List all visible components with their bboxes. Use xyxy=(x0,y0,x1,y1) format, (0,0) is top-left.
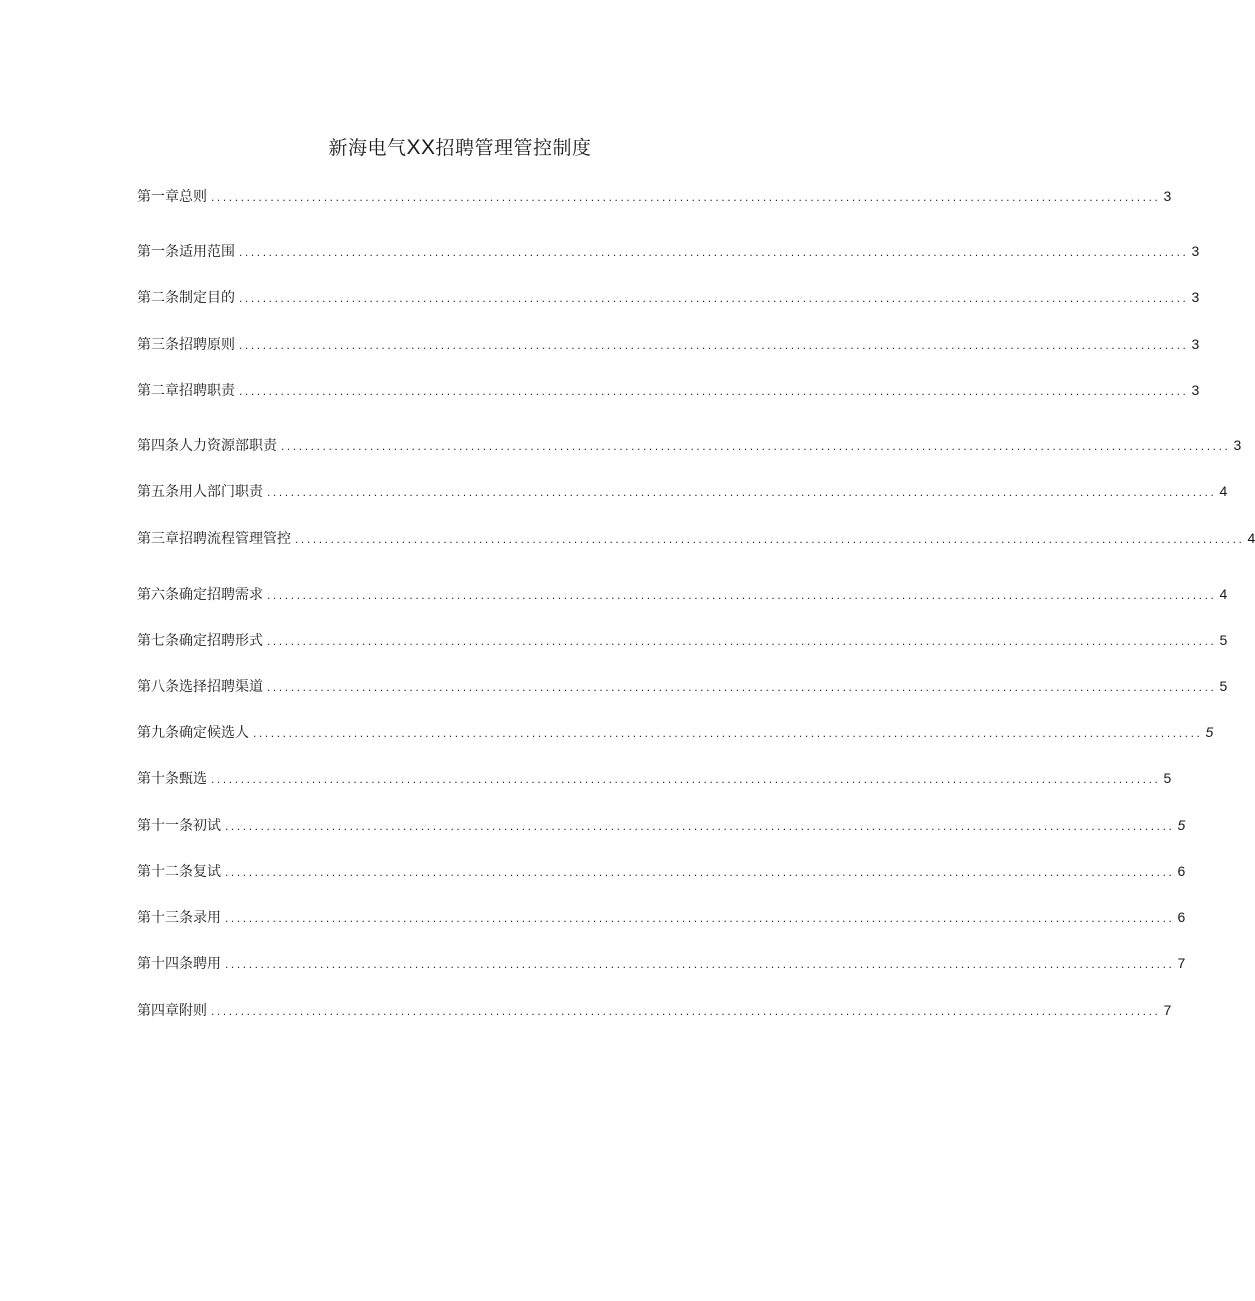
toc-entry-label: 第十四条聘用 xyxy=(137,956,221,972)
toc-entry-label: 第八条选择招聘渠道 xyxy=(137,679,263,695)
toc-page-number: 3 xyxy=(1233,437,1242,453)
toc-page-number: 3 xyxy=(1191,336,1200,352)
toc-page-number: 6 xyxy=(1177,909,1186,925)
toc-page-number: 7 xyxy=(1177,955,1186,971)
toc-dot-leader: ................................................................................................................................................................ xyxy=(225,957,1175,971)
toc-entry-label: 第十条甄选 xyxy=(137,771,207,787)
toc-entry-article-2[interactable] xyxy=(137,286,1200,308)
document-title xyxy=(0,134,920,162)
toc-dot-leader: ................................................................................................................................................................ xyxy=(225,865,1175,879)
toc-page-number: 3 xyxy=(1191,382,1200,398)
toc-page-number: 5 xyxy=(1177,817,1186,833)
toc-entry-article-3[interactable] xyxy=(137,333,1200,355)
toc-entry-label: 第十二条复试 xyxy=(137,864,221,880)
toc-dot-leader: ................................................................................................................................................................ xyxy=(295,532,1245,546)
toc-page-number: 5 xyxy=(1163,770,1172,786)
toc-entry-label: 第三条招聘原则 xyxy=(137,337,235,353)
toc-dot-leader: ................................................................................................................................................................ xyxy=(281,439,1231,453)
toc-page-number: 3 xyxy=(1163,188,1172,204)
toc-dot-leader: ................................................................................................................................................................ xyxy=(211,772,1161,786)
toc-page-number: 7 xyxy=(1163,1002,1172,1018)
toc-entry-article-9[interactable] xyxy=(137,721,1214,743)
toc-entry-label: 第五条用人部门职责 xyxy=(137,484,263,500)
toc-dot-leader: ................................................................................................................................................................ xyxy=(239,291,1189,305)
toc-entry-article-5[interactable] xyxy=(137,480,1228,502)
toc-entry-label: 第四章附则 xyxy=(137,1003,207,1019)
toc-entry-label: 第一条适用范围 xyxy=(137,244,235,260)
toc-entry-article-10[interactable] xyxy=(137,767,1172,789)
toc-dot-leader: ................................................................................................................................................................ xyxy=(239,245,1189,259)
toc-entry-label: 第六条确定招聘需求 xyxy=(137,587,263,603)
title-latin: XX xyxy=(406,136,436,159)
toc-page-number: 4 xyxy=(1247,530,1255,546)
toc-dot-leader: ................................................................................................................................................................ xyxy=(267,588,1217,602)
toc-dot-leader: ................................................................................................................................................................ xyxy=(211,1004,1161,1018)
toc-entry-article-4[interactable] xyxy=(137,434,1242,456)
toc-entry-label: 第四条人力资源部职责 xyxy=(137,438,277,454)
toc-entry-label: 第九条确定候选人 xyxy=(137,725,249,741)
toc-entry-label: 第十一条初试 xyxy=(137,818,221,834)
toc-page-number: 4 xyxy=(1219,586,1228,602)
toc-dot-leader: ................................................................................................................................................................ xyxy=(239,384,1189,398)
toc-page-number: 5 xyxy=(1219,632,1228,648)
toc-entry-article-8[interactable] xyxy=(137,675,1228,697)
toc-page-number: 5 xyxy=(1205,724,1214,740)
title-prefix: 新海电气 xyxy=(328,137,407,159)
toc-entry-article-6[interactable] xyxy=(137,583,1228,605)
toc-dot-leader: ................................................................................................................................................................ xyxy=(225,911,1175,925)
toc-entry-label: 第三章招聘流程管理管控 xyxy=(137,531,291,547)
toc-entry-chapter-4[interactable] xyxy=(137,999,1172,1021)
toc-page-number: 3 xyxy=(1191,289,1200,305)
toc-entry-article-11[interactable] xyxy=(137,814,1186,836)
toc-entry-label: 第十三条录用 xyxy=(137,910,221,926)
toc-entry-article-12[interactable] xyxy=(137,860,1186,882)
toc-dot-leader: ................................................................................................................................................................ xyxy=(225,819,1175,833)
toc-dot-leader: ................................................................................................................................................................ xyxy=(253,726,1203,740)
toc-entry-label: 第二条制定目的 xyxy=(137,290,235,306)
toc-entry-chapter-2[interactable] xyxy=(137,379,1200,401)
toc-entry-article-14[interactable] xyxy=(137,952,1186,974)
toc-page-number: 6 xyxy=(1177,863,1186,879)
toc-entry-label: 第七条确定招聘形式 xyxy=(137,633,263,649)
toc-dot-leader: ................................................................................................................................................................ xyxy=(267,634,1217,648)
toc-entry-chapter-1[interactable] xyxy=(137,185,1172,207)
toc-page-number: 4 xyxy=(1219,483,1228,499)
toc-entry-label: 第二章招聘职责 xyxy=(137,383,235,399)
toc-page-number: 3 xyxy=(1191,243,1200,259)
toc-dot-leader: ................................................................................................................................................................ xyxy=(239,338,1189,352)
toc-entry-article-7[interactable] xyxy=(137,629,1228,651)
toc-dot-leader: ................................................................................................................................................................ xyxy=(211,190,1161,204)
toc-dot-leader: ................................................................................................................................................................ xyxy=(267,485,1217,499)
toc-entry-chapter-3[interactable] xyxy=(137,527,1255,549)
toc-page-number: 5 xyxy=(1219,678,1228,694)
toc-dot-leader: ................................................................................................................................................................ xyxy=(267,680,1217,694)
toc-entry-label: 第一章总则 xyxy=(137,189,207,205)
toc-entry-article-13[interactable] xyxy=(137,906,1186,928)
title-suffix: 招聘管理管控制度 xyxy=(435,137,592,159)
toc-entry-article-1[interactable] xyxy=(137,240,1200,262)
